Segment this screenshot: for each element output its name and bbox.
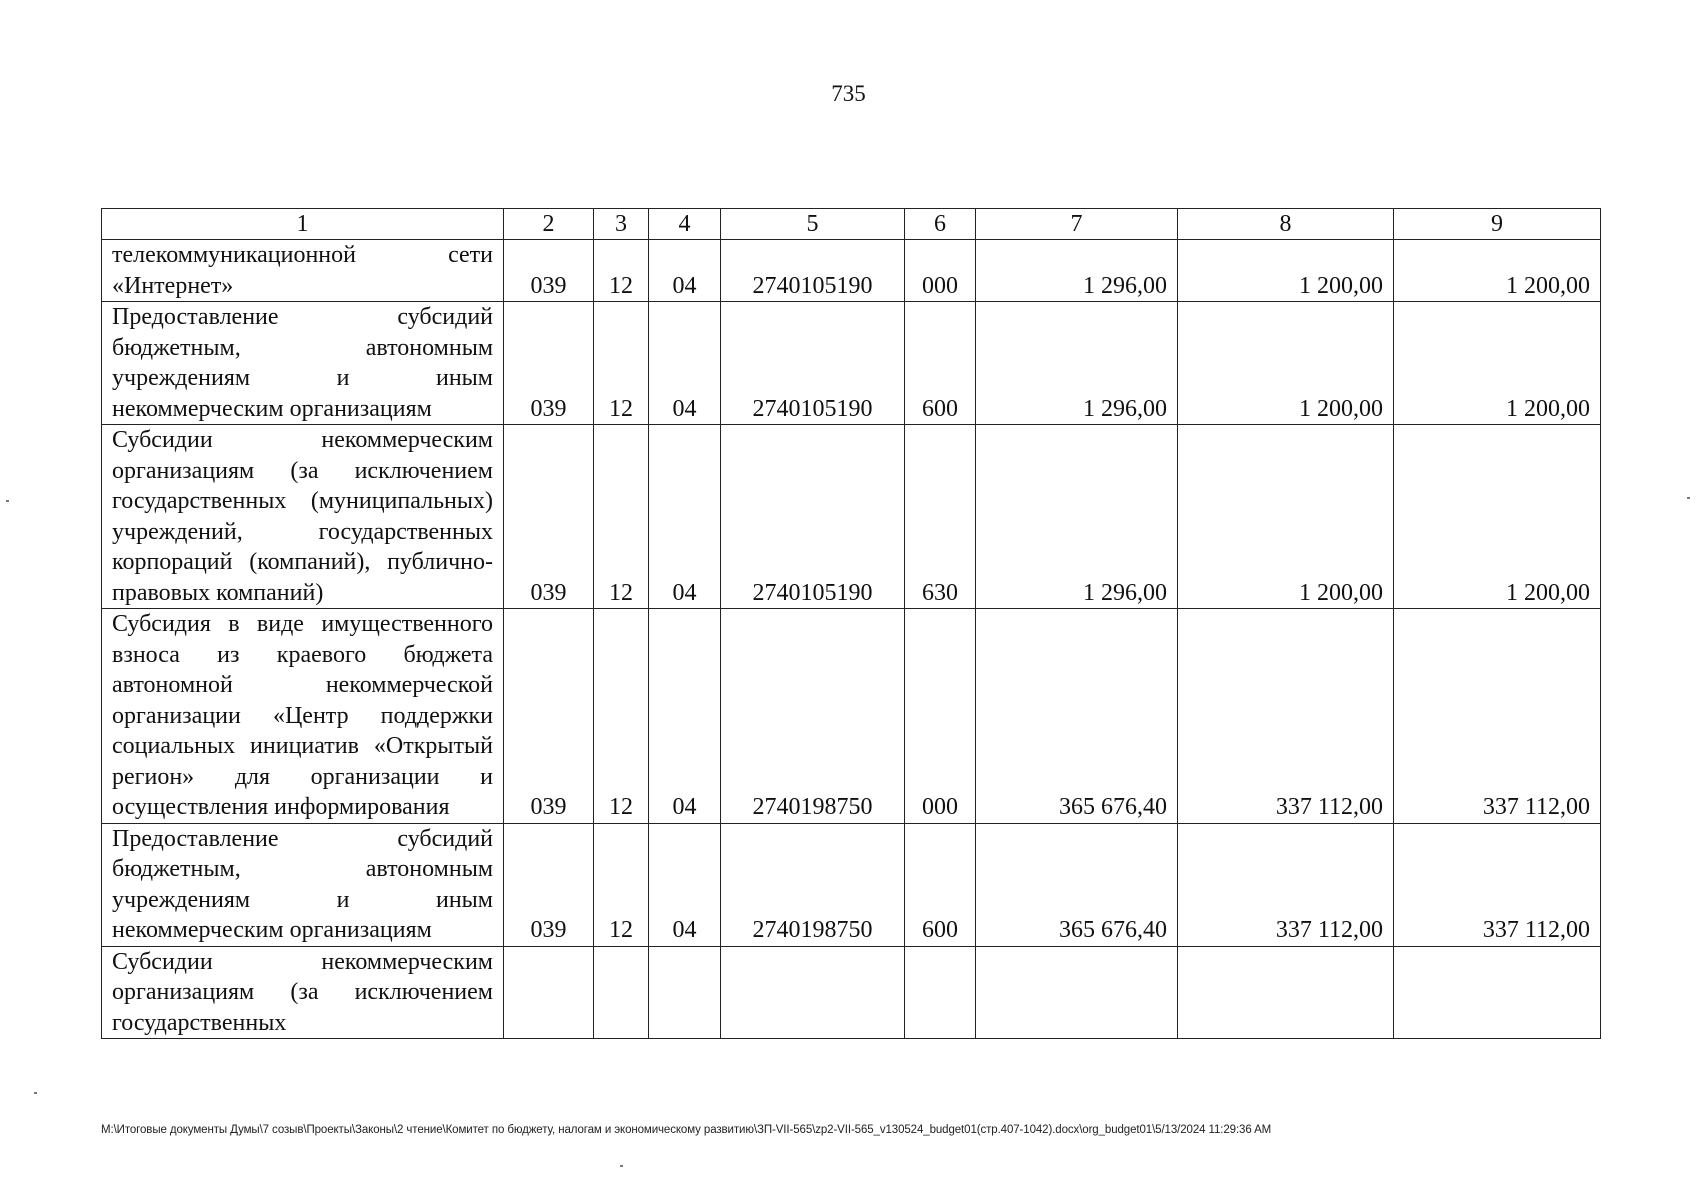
table-row [102, 823, 1601, 946]
row-amount-8: 337 112,00 [1178, 823, 1394, 946]
row-rz-code: 12 [594, 240, 649, 302]
row-amount-9 [1394, 946, 1601, 1039]
table-row [102, 302, 1601, 425]
table-row [102, 240, 1601, 302]
row-vr-code [905, 946, 976, 1039]
column-header-2: 2 [504, 209, 594, 240]
scan-speck [6, 500, 9, 502]
row-gr-code: 039 [504, 425, 594, 609]
column-header-9: 9 [1394, 209, 1601, 240]
row-pr-code: 04 [649, 823, 721, 946]
column-header-8: 8 [1178, 209, 1394, 240]
row-vr-code: 630 [905, 425, 976, 609]
row-csr-code: 2740105190 [721, 240, 905, 302]
row-amount-7: 1 296,00 [976, 302, 1178, 425]
column-header-1: 1 [102, 209, 504, 240]
row-rz-code: 12 [594, 302, 649, 425]
row-pr-code: 04 [649, 240, 721, 302]
page-number: 735 [831, 81, 866, 106]
row-pr-code: 04 [649, 302, 721, 425]
column-header-4: 4 [649, 209, 721, 240]
row-rz-code: 12 [594, 609, 649, 824]
scan-speck [620, 1165, 623, 1167]
row-name: Предоставление субсидий бюджетным, автономным учреждениям и иным некоммерческим организациям [102, 823, 504, 946]
row-amount-9: 337 112,00 [1394, 823, 1601, 946]
column-header-6: 6 [905, 209, 976, 240]
row-csr-code: 2740198750 [721, 823, 905, 946]
row-amount-7: 365 676,40 [976, 823, 1178, 946]
row-amount-9: 1 200,00 [1394, 425, 1601, 609]
row-vr-code: 600 [905, 823, 976, 946]
row-vr-code: 000 [905, 240, 976, 302]
row-amount-8: 337 112,00 [1178, 609, 1394, 824]
table-header [102, 209, 1601, 240]
row-rz-code [594, 946, 649, 1039]
row-csr-code [721, 946, 905, 1039]
scan-speck [34, 1092, 37, 1094]
table-row [102, 946, 1601, 1039]
column-header-7: 7 [976, 209, 1178, 240]
row-pr-code [649, 946, 721, 1039]
table-row [102, 609, 1601, 824]
row-name: Субсидии некоммерческим организациям (за исключением государственных (муниципальных) учреждений, государственных корпораций (компаний), публично-правовых компаний) [102, 425, 504, 609]
row-gr-code [504, 946, 594, 1039]
row-csr-code: 2740105190 [721, 302, 905, 425]
row-pr-code: 04 [649, 425, 721, 609]
row-amount-9: 337 112,00 [1394, 609, 1601, 824]
row-vr-code: 600 [905, 302, 976, 425]
row-amount-8 [1178, 946, 1394, 1039]
row-csr-code: 2740198750 [721, 609, 905, 824]
row-rz-code: 12 [594, 425, 649, 609]
row-gr-code: 039 [504, 609, 594, 824]
row-vr-code: 000 [905, 609, 976, 824]
row-gr-code: 039 [504, 302, 594, 425]
document-file-path: M:\Итоговые документы Думы\7 созыв\Проекты\Законы\2 чтение\Комитет по бюджету, налогам и экономическому развитию\ЗП-VII-565\zp2-VII-565_v130524_budget01(стр.407-1042).docx\org_budget01\5/13/2024 11:29:36 AM [101, 1124, 1272, 1136]
row-amount-9: 1 200,00 [1394, 302, 1601, 425]
row-name: Субсидия в виде имущественного взноса из краевого бюджета автономной некоммерческой организации «Центр поддержки социальных инициатив «Открытый регион» для организации и осуществления информирования [102, 609, 504, 824]
row-amount-7: 365 676,40 [976, 609, 1178, 824]
column-header-5: 5 [721, 209, 905, 240]
table-row [102, 425, 1601, 609]
row-amount-8: 1 200,00 [1178, 302, 1394, 425]
row-name: Предоставление субсидий бюджетным, автономным учреждениям и иным некоммерческим организациям [102, 302, 504, 425]
row-amount-7 [976, 946, 1178, 1039]
scan-speck [1687, 497, 1690, 499]
row-amount-7: 1 296,00 [976, 425, 1178, 609]
row-amount-7: 1 296,00 [976, 240, 1178, 302]
header-row [102, 209, 1601, 240]
row-amount-8: 1 200,00 [1178, 425, 1394, 609]
budget-table [101, 208, 1601, 1039]
row-rz-code: 12 [594, 823, 649, 946]
table-body [102, 240, 1601, 1039]
row-amount-8: 1 200,00 [1178, 240, 1394, 302]
row-pr-code: 04 [649, 609, 721, 824]
row-name: телекоммуникационной сети «Интернет» [102, 240, 504, 302]
row-amount-9: 1 200,00 [1394, 240, 1601, 302]
row-gr-code: 039 [504, 240, 594, 302]
row-name: Субсидии некоммерческим организациям (за исключением государственных [102, 946, 504, 1039]
column-header-3: 3 [594, 209, 649, 240]
row-csr-code: 2740105190 [721, 425, 905, 609]
row-gr-code: 039 [504, 823, 594, 946]
